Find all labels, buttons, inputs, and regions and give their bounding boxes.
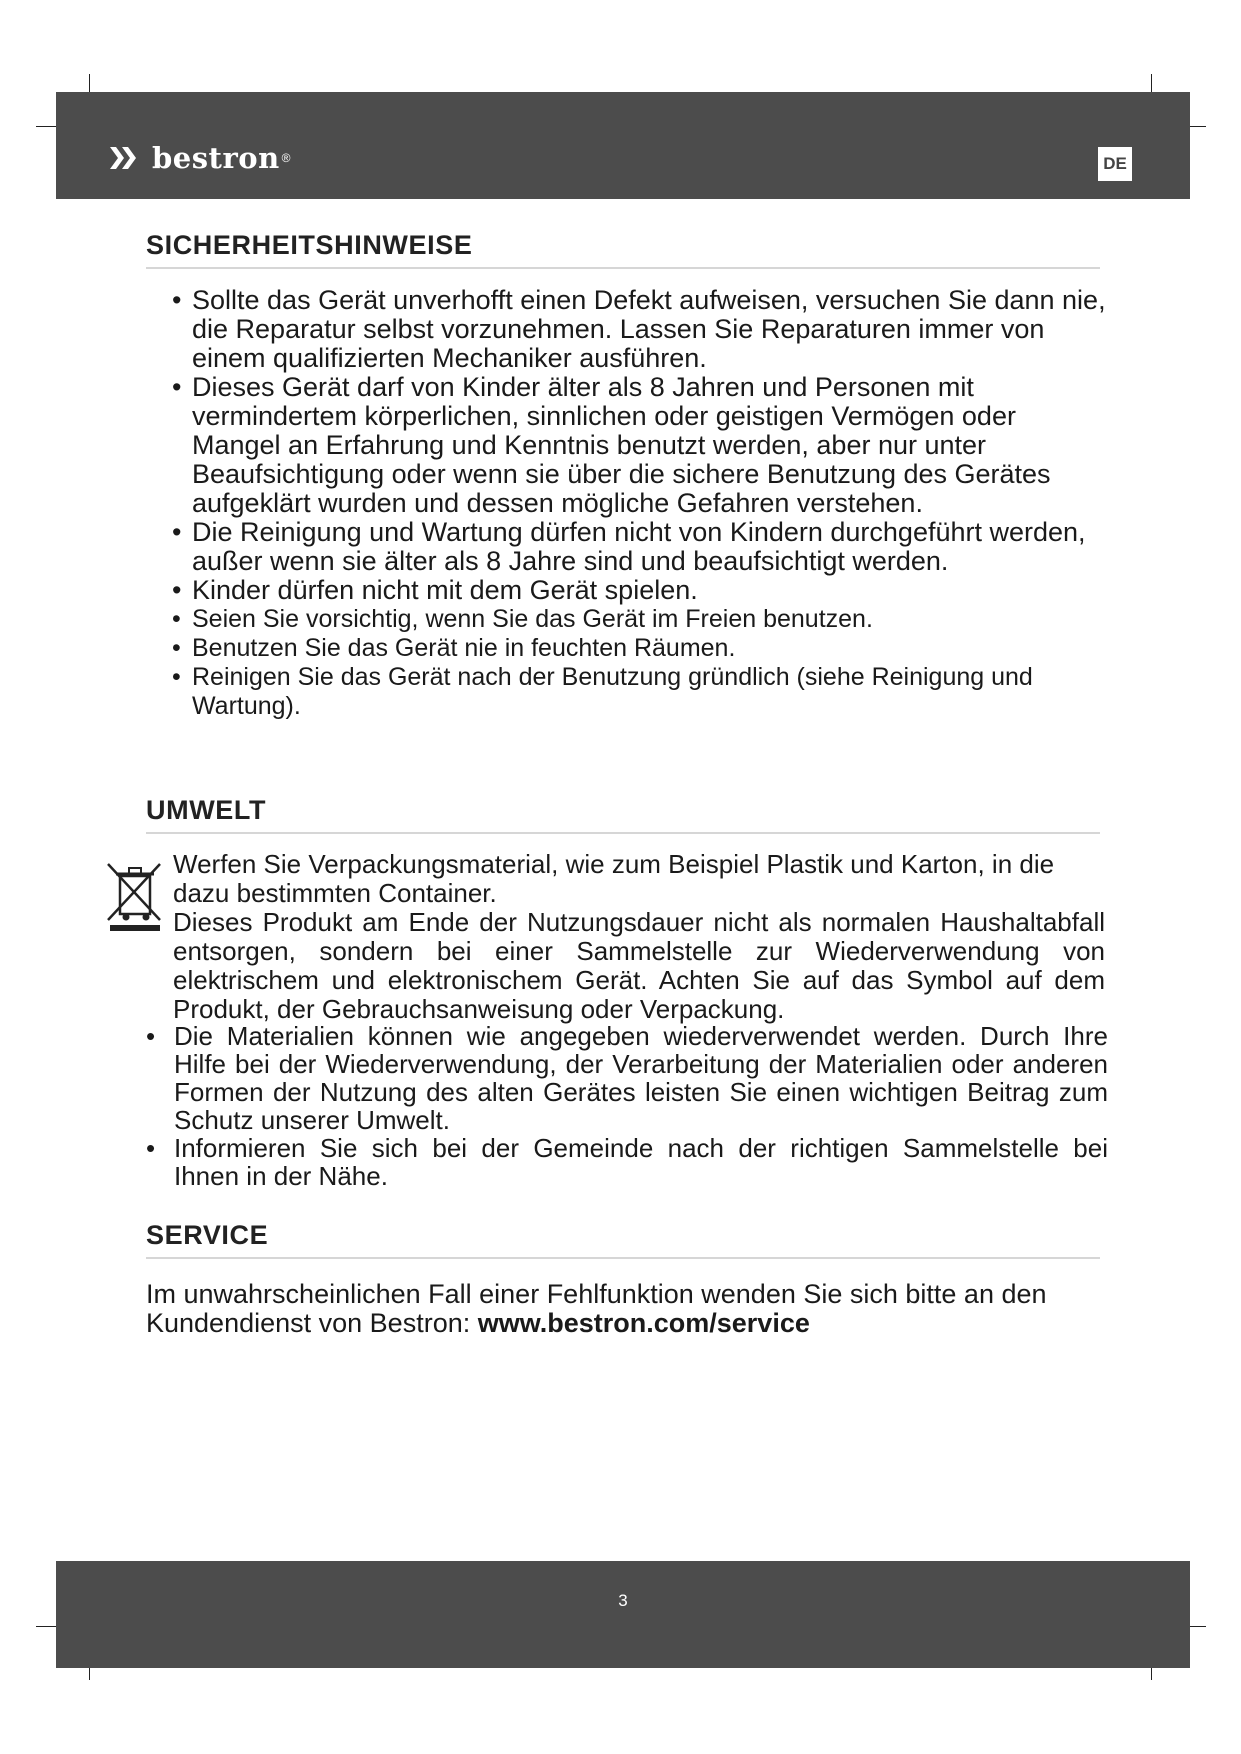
- footer-bar: [56, 1561, 1190, 1668]
- service-body: Im unwahrscheinlichen Fall einer Fehlfunktion wenden Sie sich bitte an den Kundendienst von Bestron:: [146, 1279, 1047, 1338]
- header-bar: [56, 92, 1190, 199]
- list-item: • Dieses Gerät darf von Kinder älter als 8 Jahren und Personen mit vermindertem körperlichen, sinnlichen oder geistigen Vermögen oder Mangel an Erfahrung und Kenntnis benutzt werden, aber nur unter Beaufsichtigung oder wenn sie über die sichere Benutzung des Gerätes aufgeklärt wurden und dessen mögliche Gefahren verstehen.: [172, 372, 1051, 518]
- brand-logo: [108, 138, 291, 178]
- environment-disposal: Dieses Produkt am Ende der Nutzungsdauer nicht als normalen Haushaltabfall entsorgen, sondern bei einer Sammelstelle zur Wiederverwendung von elektrischem und elektronischem Gerät. Achten Sie auf das Symbol auf dem Produkt, der Gebrauchsanweisung oder Verpackung.: [173, 907, 1105, 1024]
- bestron-logo-icon: [108, 143, 144, 173]
- section-title-safety: SICHERHEITSHINWEISE: [146, 230, 1100, 269]
- list-item: • Die Reinigung und Wartung dürfen nicht von Kindern durchgeführt werden, außer wenn sie älter als 8 Jahre sind und beaufsichtigt werden.: [172, 517, 1086, 576]
- registered-mark: ®: [281, 151, 291, 165]
- environment-text: [173, 850, 1105, 1024]
- brand-name: bestron: [152, 141, 280, 175]
- list-item: • Reinigen Sie das Gerät nach der Benutzung gründlich (siehe Reinigung und Wartung).: [172, 663, 1033, 720]
- list-item: • Kinder dürfen nicht mit dem Gerät spielen.: [172, 575, 698, 605]
- list-item: • Die Materialien können wie angegeben wiederverwendet werden. Durch Ihre Hilfe bei der Wiederverwendung, der Verarbeitung der Materialien oder anderen Formen der Nutzung des alten Gerätes leisten Sie einen wichtigen Beitrag zum Schutz unserer Umwelt.: [146, 1021, 1108, 1135]
- environment-intro: Werfen Sie Verpackungsmaterial, wie zum Beispiel Plastik und Karton, in die dazu bestimmten Container.: [173, 849, 1055, 908]
- service-link[interactable]: www.bestron.com/service: [477, 1308, 810, 1338]
- crossed-out-wheelie-bin-icon: [106, 862, 166, 937]
- safety-list: [146, 286, 1106, 721]
- environment-list: [146, 1022, 1108, 1190]
- list-item: • Sollte das Gerät unverhofft einen Defekt aufweisen, versuchen Sie dann nie, die Reparatur selbst vorzunehmen. Lassen Sie Reparaturen immer von einem qualifizierten Mechaniker ausführen.: [172, 285, 1106, 373]
- service-text: [146, 1280, 1106, 1338]
- section-title-service: SERVICE: [146, 1220, 1100, 1259]
- list-item: • Informieren Sie sich bei der Gemeinde nach der richtigen Sammelstelle bei Ihnen in der Nähe.: [146, 1133, 1108, 1191]
- list-item: • Benutzen Sie das Gerät nie in feuchten Räumen.: [172, 634, 736, 662]
- list-item: • Seien Sie vorsichtig, wenn Sie das Gerät im Freien benutzen.: [172, 605, 873, 633]
- page-number: 3: [618, 1591, 628, 1610]
- section-title-environment: UMWELT: [146, 795, 1100, 834]
- language-badge: DE: [1098, 147, 1132, 181]
